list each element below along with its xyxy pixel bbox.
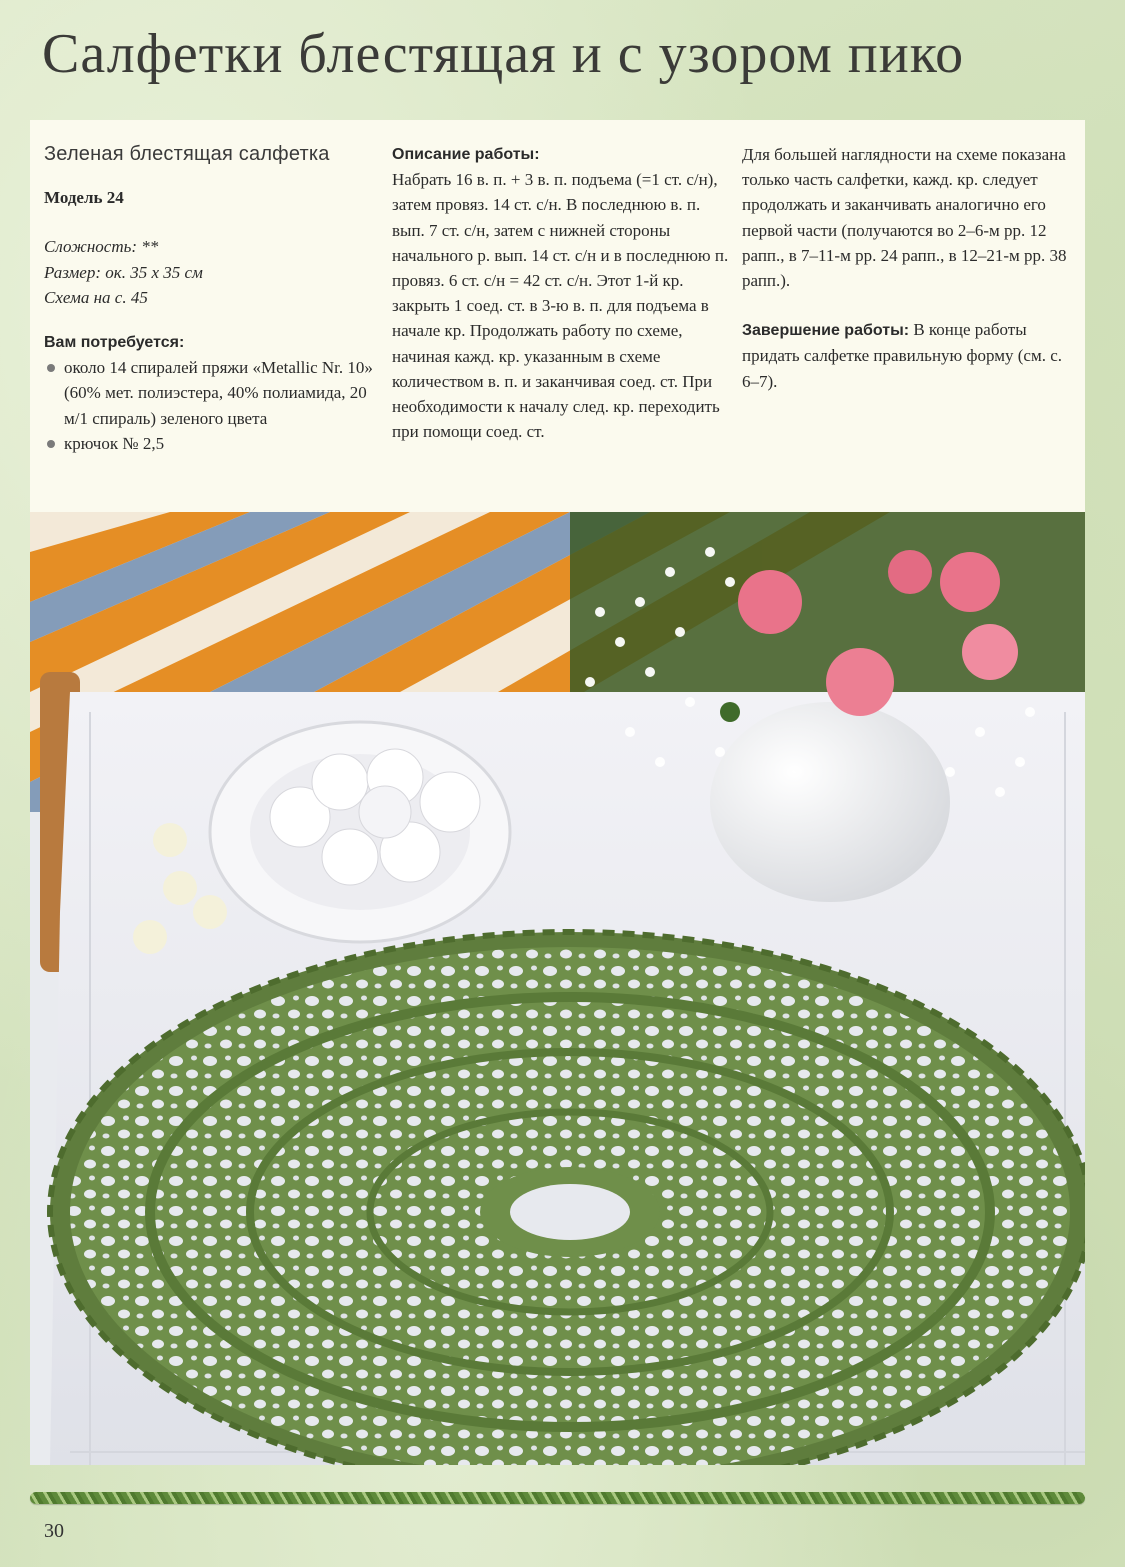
notes-text: Для большей наглядности на схеме показана только часть салфетки, кажд. кр. следует продолжать и заканчивать аналогично его первой части (получаются во 2–6-м рр. 12 рапп., в 7–11-м рр. 24 рапп., в 12–21-м рр. 38 рапп.). [742,145,1067,291]
description-text: Набрать 16 в. п. + 3 в. п. подъема (=1 ст. с/н), затем провяз. 14 ст. с/н. В последнюю в. п. вып. 7 ст. с/н, затем с нижней стороны начального р. вып. 14 ст. с/н и в последнюю п. провяз. 6 ст. с/н = 42 ст. с/н. Этот 1-й кр. закрыть 1 соед. ст. в 3-ю в. п. для подъема в начале кр. Продолжать работу по схеме, начиная кажд. кр. указанным в схеме количеством в. п. и заканчивая соед. ст. При необходимости к началу след. кр. переходить при помощи соед. ст. [392,170,729,442]
meringue-plate [210,722,510,942]
list-item: около 14 спиралей пряжи «Metallic Nr. 10» (60% мет. полиэстера, 40% полиамида, 20 м/1 спираль) зеленого цвета [44,355,379,431]
instructions-panel [30,120,1085,512]
doily-photo [30,512,1085,1465]
materials-list [44,355,379,456]
materials-heading: Вам потребуется: [44,334,185,352]
model-label: Модель 24 [44,188,124,208]
decorative-rope-divider [30,1492,1085,1504]
scheme-ref: Схема на с. 45 [44,287,148,307]
description-heading: Описание работы: [392,146,540,163]
list-item: крючок № 2,5 [44,431,379,456]
green-doily [50,932,1085,1465]
difficulty: Сложность: ** [44,237,159,257]
finish-text: В конце работы придать салфетке правильную форму (см. с. 6–7). [742,320,1063,391]
finish-paragraph [742,317,1072,394]
description-column [392,142,732,444]
subtitle: Зеленая блестящая салфетка [44,143,330,165]
materials-column [44,142,379,456]
size: Размер: ок. 35 х 35 см [44,262,203,282]
finish-heading: Завершение работы: [742,322,910,340]
page-number: 30 [44,1520,64,1542]
notes-column [742,142,1072,394]
page-title: Салфетки блестящая и с узором пико [42,23,965,85]
